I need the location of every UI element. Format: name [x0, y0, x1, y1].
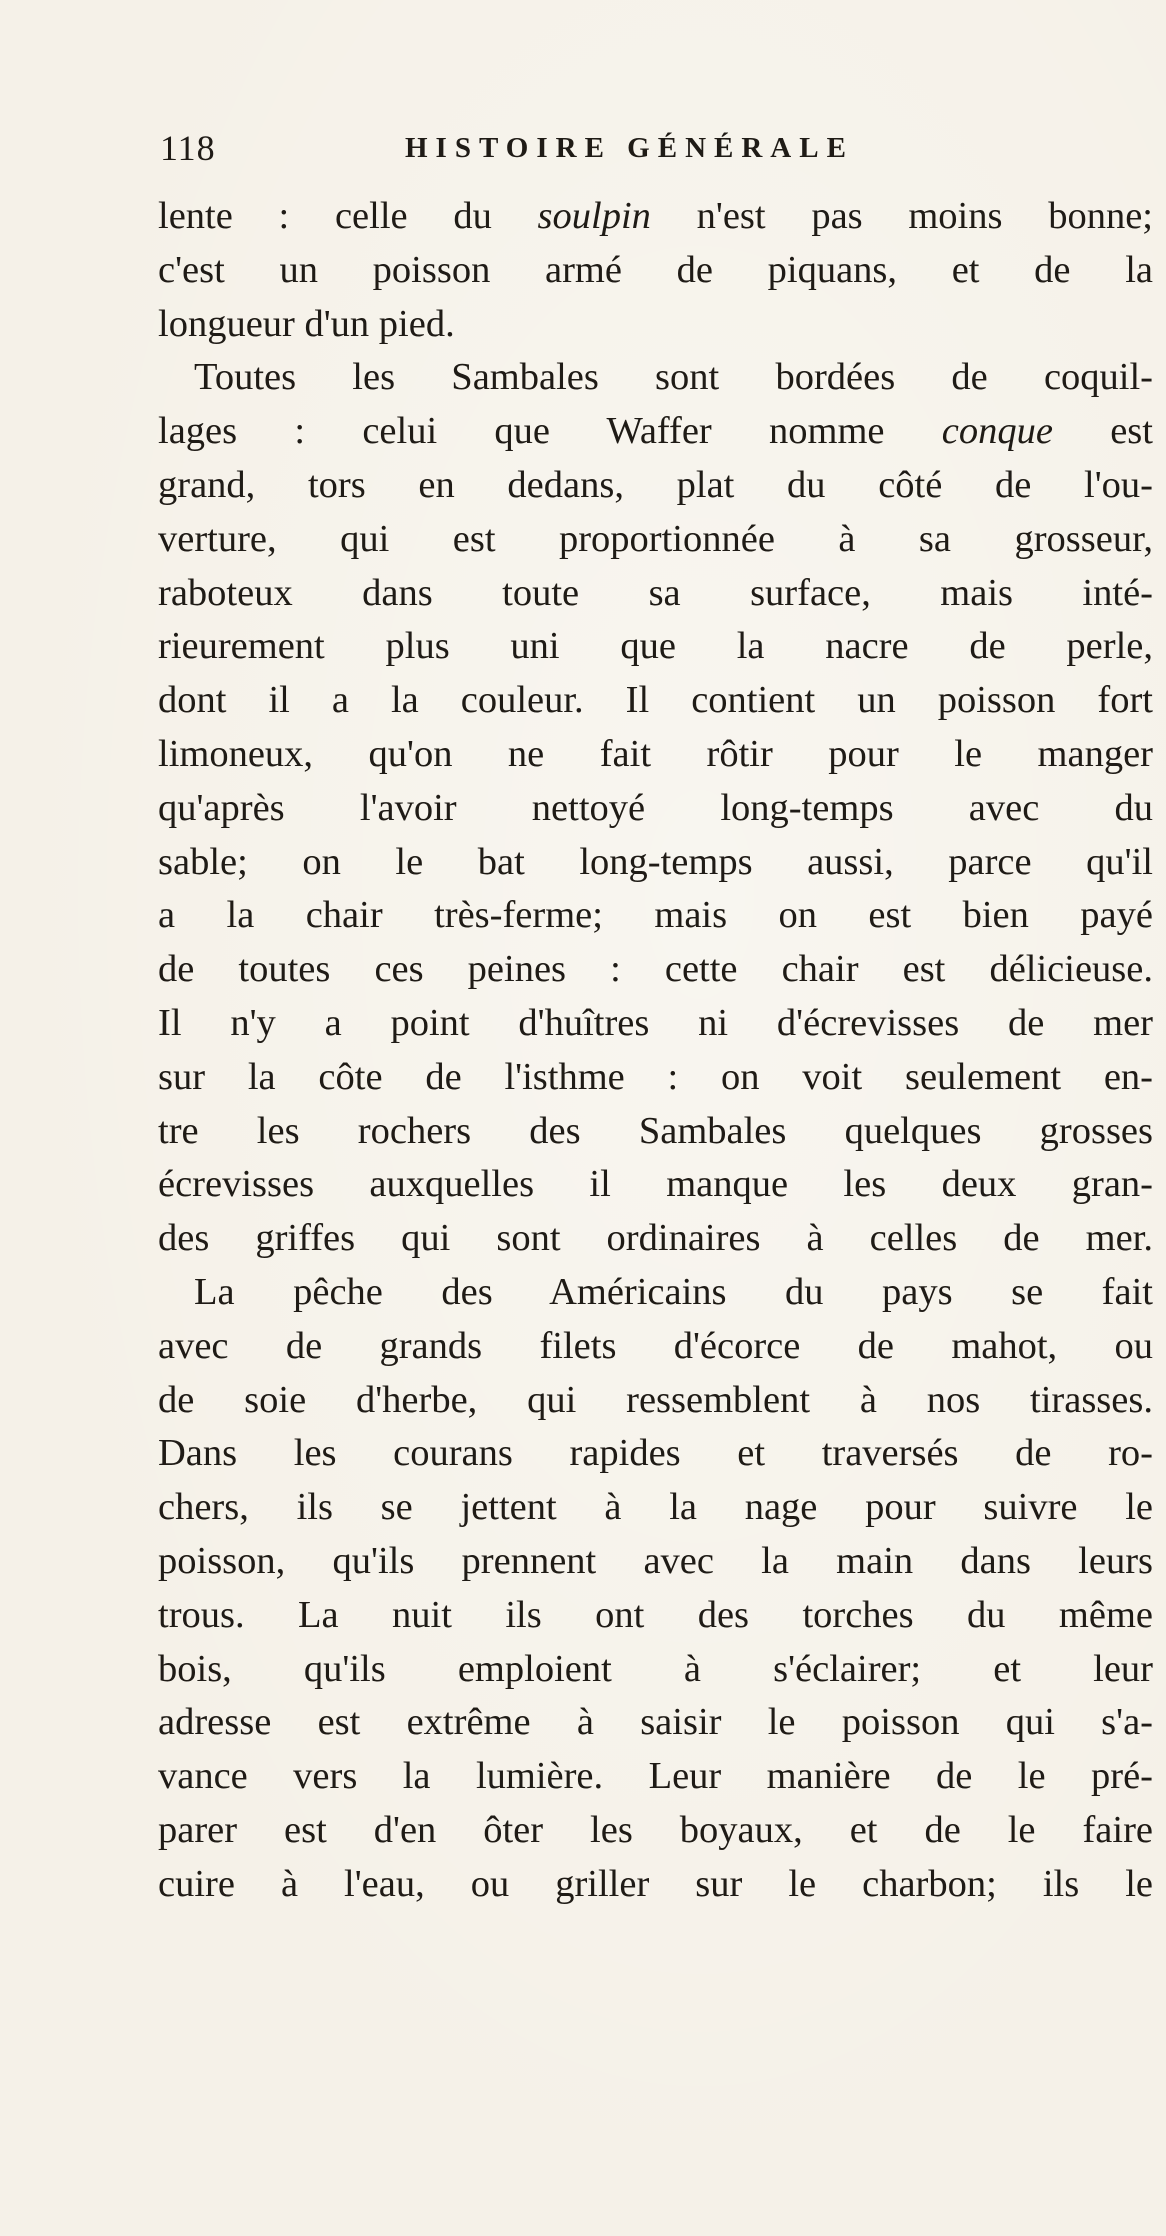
text-segment: chers, ils se jettent à la nage pour suivre le — [158, 1486, 1153, 1529]
text-segment: a la chair très-ferme; mais on est bien payé — [158, 894, 1153, 937]
text-segment: Dans les courans rapides et traversés de ro- — [158, 1432, 1153, 1475]
text-line — [158, 1804, 1153, 1858]
text-line — [158, 1481, 1153, 1535]
text-segment: raboteux dans toute sa surface, mais inté- — [158, 571, 1153, 614]
body-text — [158, 190, 1153, 1912]
text-segment: de toutes ces peines : cette chair est délicieuse. — [158, 948, 1153, 991]
text-segment: parer est d'en ôter les boyaux, et de le faire — [158, 1808, 1153, 1851]
text-segment: avec de grands filets d'écorce de mahot, ou — [158, 1324, 1153, 1367]
text-segment: est — [1052, 410, 1153, 453]
text-segment: adresse est extrême à saisir le poisson qui s'a- — [158, 1701, 1153, 1744]
text-line — [158, 728, 1153, 782]
text-line — [158, 190, 1153, 244]
text-segment: écrevisses auxquelles il manque les deux gran- — [158, 1163, 1153, 1206]
text-line — [158, 513, 1153, 567]
text-line — [158, 567, 1153, 621]
text-segment: vance vers la lumière. Leur manière de le pré- — [158, 1755, 1153, 1798]
text-segment: trous. La nuit ils ont des torches du même — [158, 1593, 1153, 1636]
text-segment: n'est pas moins bonne; — [650, 195, 1153, 237]
text-line — [158, 1589, 1153, 1643]
text-line — [158, 1696, 1153, 1750]
text-line — [158, 298, 1153, 352]
text-line — [158, 620, 1153, 674]
text-line — [158, 674, 1153, 728]
page-number: 118 — [160, 128, 216, 168]
text-line — [158, 1535, 1153, 1589]
text-line — [158, 405, 1153, 459]
text-segment: tre les rochers des Sambales quelques grosses — [158, 1109, 1153, 1152]
running-title: HISTOIRE GÉNÉRALE — [405, 132, 854, 164]
text-segment: bois, qu'ils emploient à s'éclairer; et leur — [158, 1647, 1153, 1690]
text-line — [158, 1212, 1153, 1266]
text-segment: lente : celle du — [158, 195, 538, 237]
text-line — [158, 782, 1153, 836]
text-segment: longueur d'un pied. — [158, 302, 455, 345]
text-segment: des griffes qui sont ordinaires à celles de mer. — [158, 1217, 1153, 1260]
text-line — [158, 1858, 1153, 1912]
text-segment: grand, tors en dedans, plat du côté de l'ou- — [158, 463, 1153, 506]
text-segment: verture, qui est proportionnée à sa grosseur, — [158, 517, 1153, 560]
text-line — [158, 943, 1153, 997]
text-line — [158, 1374, 1153, 1428]
text-segment: c'est un poisson armé de piquans, et de la — [158, 248, 1153, 291]
text-segment: lages : celui que Waffer nomme — [158, 410, 942, 453]
text-line — [158, 889, 1153, 943]
text-line — [158, 1266, 1153, 1320]
text-segment: qu'après l'avoir nettoyé long-temps avec du — [158, 786, 1153, 829]
running-head — [160, 128, 920, 168]
text-segment: rieurement plus uni que la nacre de perle, — [158, 625, 1153, 668]
text-line — [158, 997, 1153, 1051]
text-line — [158, 459, 1153, 513]
text-line — [158, 1643, 1153, 1697]
text-segment: poisson, qu'ils prennent avec la main dans leurs — [158, 1539, 1153, 1582]
text-line — [158, 1750, 1153, 1804]
text-segment: de soie d'herbe, qui ressemblent à nos tirasses. — [158, 1378, 1153, 1421]
text-segment: Toutes les Sambales sont bordées de coquil- — [194, 356, 1153, 399]
text-line — [158, 1320, 1153, 1374]
text-segment: sable; on le bat long-temps aussi, parce qu'il — [158, 840, 1153, 883]
text-segment: dont il a la couleur. Il contient un poisson fort — [158, 679, 1153, 722]
text-line — [158, 1051, 1153, 1105]
text-line — [158, 1158, 1153, 1212]
text-line — [158, 1105, 1153, 1159]
text-segment: cuire à l'eau, ou griller sur le charbon; ils le — [158, 1862, 1153, 1905]
text-line — [158, 244, 1153, 298]
text-line — [158, 1427, 1153, 1481]
text-segment: La pêche des Américains du pays se fait — [194, 1270, 1153, 1313]
text-segment: sur la côte de l'isthme : on voit seulement en- — [158, 1055, 1153, 1098]
italic-term: soulpin — [537, 195, 651, 237]
italic-term: conque — [941, 410, 1053, 453]
text-segment: Il n'y a point d'huîtres ni d'écrevisses de mer — [158, 1001, 1153, 1044]
text-line — [158, 351, 1153, 405]
text-segment: limoneux, qu'on ne fait rôtir pour le manger — [158, 732, 1153, 775]
text-line — [158, 836, 1153, 890]
